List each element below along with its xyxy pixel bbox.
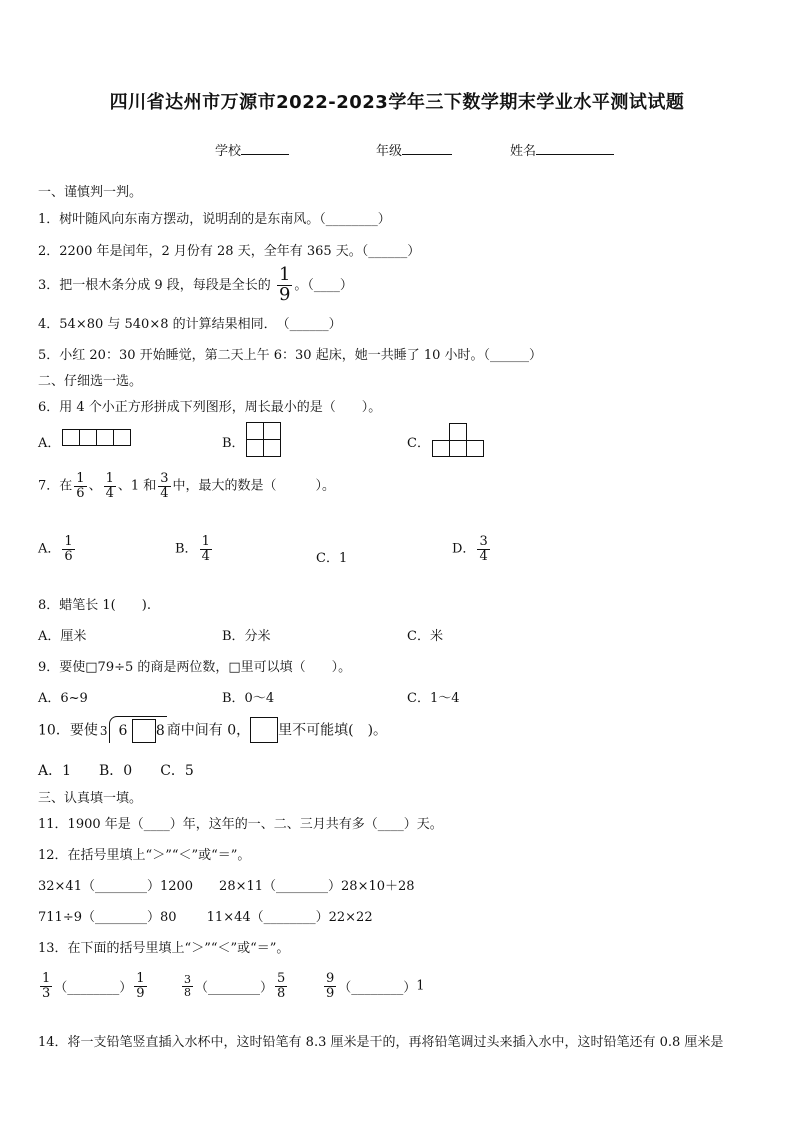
fraction-1-6: $\frac{1}{6}$ [64,534,73,564]
grade-blank[interactable] [402,140,452,155]
q7-option-d[interactable]: D． $\frac{3}{4}$ [452,534,488,564]
school-field[interactable] [215,140,289,159]
q8-option-c[interactable]: C．米 [407,629,443,644]
q13-compare-3: $\frac{9}{9}$ （________）1 [326,971,425,1001]
q9-option-c[interactable]: C．1～4 [407,691,460,706]
question-6: 6．用 4 个小正方形拼成下列图形，周长最小的是（ ）。 [38,400,382,415]
school-label: 学校 [215,144,242,159]
q7-option-b[interactable]: B． $\frac{1}{4}$ [175,534,210,564]
fraction-1-4: $\frac{1}{4}$ [201,534,210,564]
long-division-bracket [98,716,167,743]
q6-option-c[interactable]: C． [407,436,430,451]
exam-title: 四川省达州市万源市2022-2023学年三下数学期末学业水平测试试题 [109,92,685,113]
fraction-1-4: $\frac{1}{4}$ [105,471,114,501]
question-12: 12．在括号里填上“＞”“＜”或“＝”。 [38,848,251,863]
divisor: 3 [99,724,108,738]
grade-label: 年级 [376,144,403,159]
comparison-blank[interactable]: （________） [195,980,274,996]
fraction-1-6: $\frac{1}{6}$ [76,471,85,501]
question-5: 5．小红 20：30 开始睡觉，第二天上午 6：30 起床，她一共睡了 10 小时。（______） [38,348,543,363]
question-4: 4．54×80 与 540×8 的计算结果相同． （______） [38,317,342,332]
grade-field[interactable] [376,140,452,159]
fraction-one-ninth: $\frac{1}{9}$ [278,264,291,305]
section-1-heading: 一、谨慎判一判。 [38,185,143,200]
section-2-heading: 二、仔细选一选。 [38,374,143,389]
q13-compare-1: $\frac{1}{3}$ （________） $\frac{1}{9}$ [42,971,145,1001]
name-field[interactable] [510,140,614,159]
question-14: 14．将一支铅笔竖直插入水杯中，这时铅笔有 8.3 厘米是干的，再将铅笔调过头来插入水中，这时铅笔还有 0.8 厘米是 [38,1035,724,1050]
shape-four-in-row [62,429,130,446]
question-11: 11．1900 年是（____）年，这年的一、二、三月共有多（____）天。 [38,817,443,832]
question-3 [38,266,353,305]
fraction-3-4: $\frac{3}{4}$ [160,471,169,501]
section-3-heading: 三、认真填一填。 [38,791,143,806]
name-label: 姓名 [510,144,537,159]
question-8: 8．蜡笔长 1( ). [38,598,151,613]
question-10: 10．要使 3 6 8 商中间有 0， 里不可能填( )。 [38,716,387,743]
q6-option-b[interactable]: B． [222,436,245,451]
q7-option-a[interactable]: A． $\frac{1}{6}$ [38,534,73,564]
question-2: 2．2200 年是闰年，2 月份有 28 天，全年有 365 天。（______） [38,244,421,259]
shape-t-tetromino [432,423,484,457]
question-3-text: 3．把一根木条分成 9 段，每段是全长的 [38,277,271,293]
dividend-blank-box[interactable] [132,719,156,743]
question-3-answer: 。（____） [294,277,353,293]
q7-option-c[interactable]: C．1 [316,551,348,566]
fraction-3-4: $\frac{3}{4}$ [479,534,488,564]
q8-option-b[interactable]: B．分米 [222,629,271,644]
comparison-blank[interactable]: （________） [338,980,417,996]
question-12-row-2: 711÷9（________）80 11×44（________）22×22 [38,910,373,925]
question-9: 9．要使□79÷5 的商是两位数，□里可以填（ ）。 [38,660,352,675]
shape-two-by-two-square [246,422,280,456]
blank-box[interactable] [250,717,278,743]
question-13: 13．在下面的括号里填上“＞”“＜”或“＝”。 [38,941,290,956]
question-12-row-1: 32×41（________）1200 28×11（________）28×10＋28 [38,879,415,894]
dividend-digit-1: 6 [118,723,128,739]
name-blank[interactable] [536,140,614,155]
q9-option-b[interactable]: B．0～4 [222,691,275,706]
q10-options[interactable]: A．1 B．0 C．5 [38,763,194,779]
q8-option-a[interactable]: A．厘米 [38,629,87,644]
q13-compare-2: $\frac{3}{8}$ （________） $\frac{5}{8}$ [184,971,286,1001]
question-7: 7．在 $\frac{1}{6}$ 、 $\frac{1}{4}$ 、1 和 $\frac{3}{4}$ 中，最大的数是（ ）。 [38,471,336,501]
comparison-blank[interactable]: （________） [54,980,133,996]
dividend-digit-2: 8 [155,723,165,739]
q9-option-a[interactable]: A．6~9 [38,691,88,706]
question-1: 1．树叶随风向东南方摆动，说明刮的是东南风。（________） [38,212,391,227]
school-blank[interactable] [241,140,289,155]
q6-option-a[interactable]: A． [38,436,61,451]
